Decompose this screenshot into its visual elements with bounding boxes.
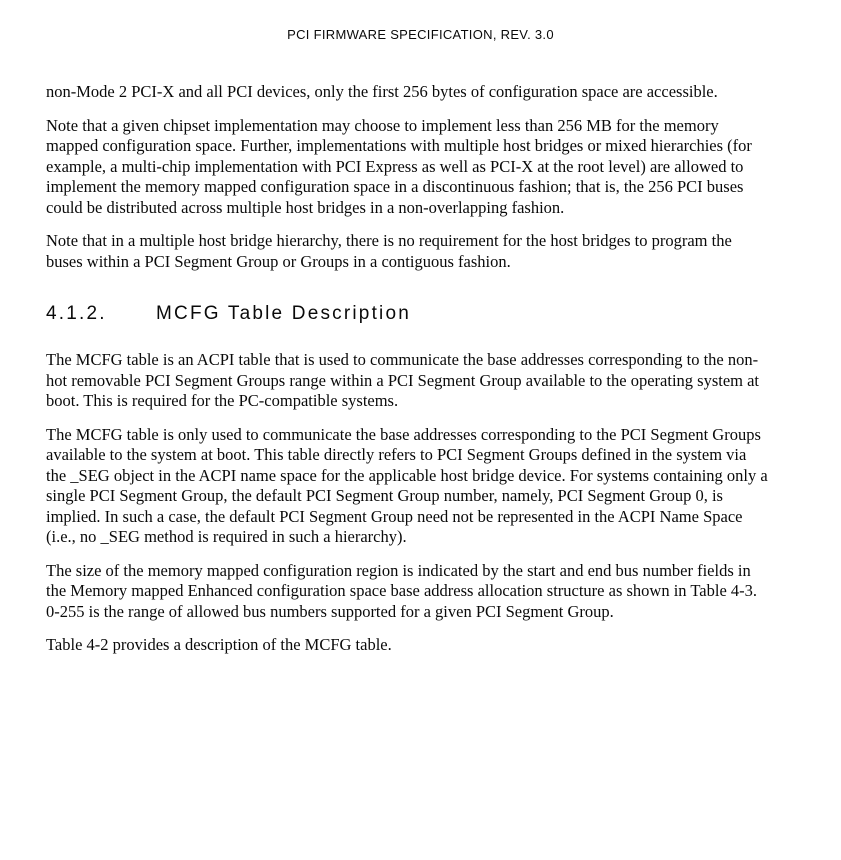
section-heading [46, 302, 768, 326]
section-title: MCFG Table Description [156, 303, 412, 324]
running-header: PCI FIRMWARE SPECIFICATION, REV. 3.0 [287, 27, 554, 42]
paragraph: The MCFG table is only used to communicate the base addresses corresponding to the PCI Segment Groups available to the system at boot. This table directly refers to PCI Segment Groups defined in the system via the _SEG object in the ACPI name space for the applicable host bridge device. For systems containing only a single PCI Segment Group, the default PCI Segment Group number, namely, PCI Segment Group 0, is implied. In such a case, the default PCI Segment Group need not be represented in the ACPI Name Space (i.e., no _SEG method is required in such a hierarchy). [46, 424, 768, 546]
paragraph: Note that in a multiple host bridge hierarchy, there is no requirement for the host bridges to program the buses within a PCI Segment Group or Groups in a contiguous fashion. [46, 231, 732, 271]
paragraph: non-Mode 2 PCI-X and all PCI devices, only the first 256 bytes of configuration space are accessible. [46, 82, 718, 101]
paragraph: The MCFG table is an ACPI table that is used to communicate the base addresses corresponding to the non-hot removable PCI Segment Groups range within a PCI Segment Group available to the operating system at boot. This is required for the PC-compatible systems. [46, 350, 760, 410]
section-number: 4.1.2. [46, 303, 107, 324]
paragraph: Table 4-2 provides a description of the MCFG table. [46, 635, 392, 654]
paragraph: Note that a given chipset implementation may choose to implement less than 256 MB for the memory mapped configuration space. Further, implementations with multiple host bridges or mixed hierarchies (for example, a multi-chip implementation with PCI Express as well as PCI-X at the root level) are allowed to implement the memory mapped configuration space in a discontinuous fashion; that is, the 256 PCI buses could be distributed across multiple host bridges in a non-overlapping fashion. [46, 115, 752, 217]
page-body [46, 82, 768, 669]
paragraph: The size of the memory mapped configuration region is indicated by the start and end bus number fields in the Memory mapped Enhanced configuration space base address allocation structure as shown in Table 4-3. 0-255 is the range of allowed bus numbers supported for a given PCI Segment Group. [46, 560, 758, 621]
